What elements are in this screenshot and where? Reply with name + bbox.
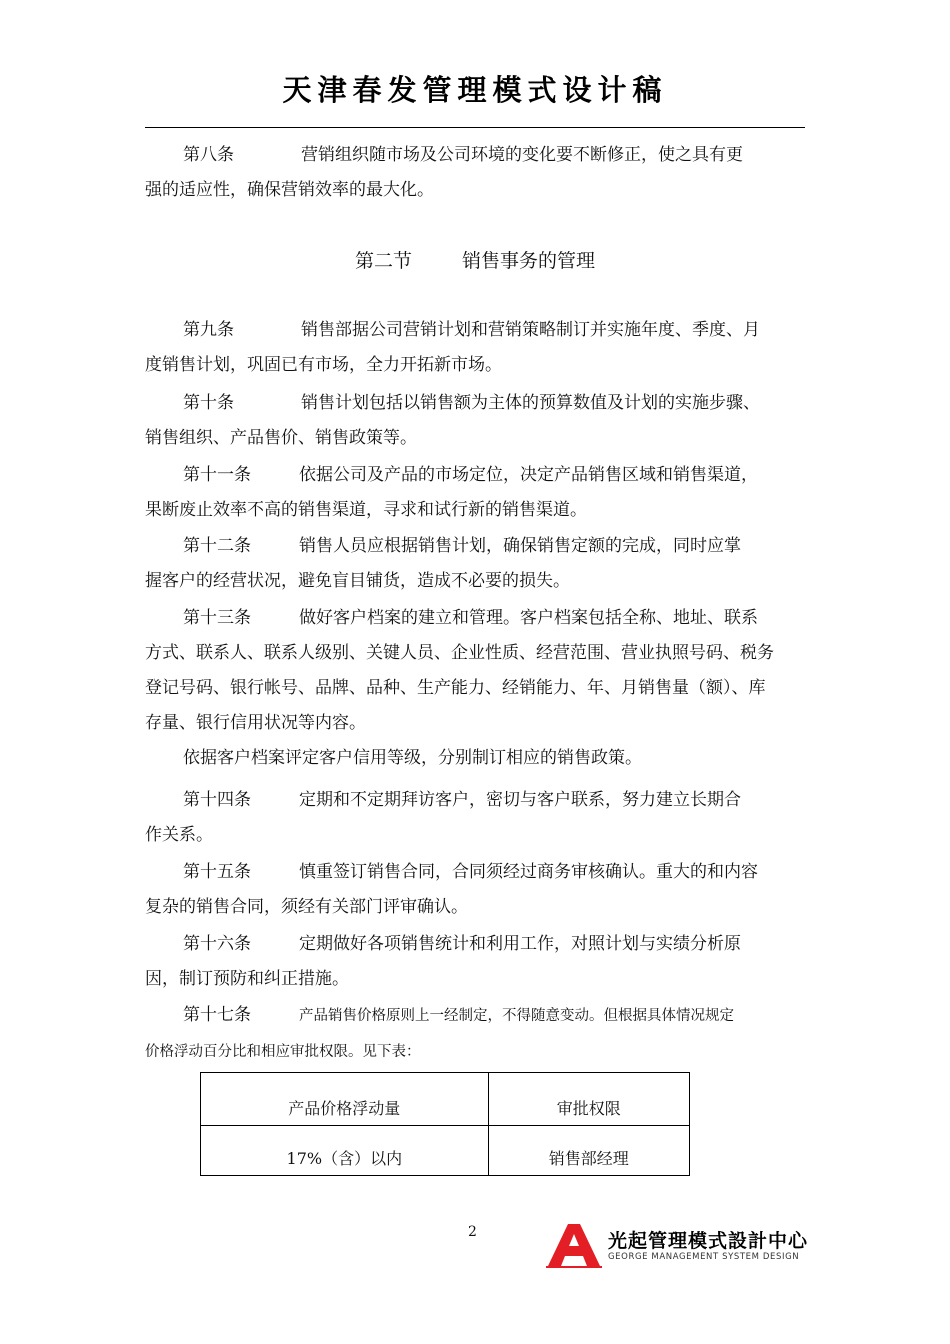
article-text: 握客户的经营状况，避免盲目铺货，造成不必要的损失。	[145, 571, 570, 591]
article-10	[145, 386, 807, 456]
article-text: 存量、银行信用状况等内容。	[145, 713, 366, 733]
article-8	[145, 138, 807, 208]
section-number: 第二节	[354, 250, 412, 272]
article-17	[145, 998, 807, 1070]
article-text: 销售计划包括以销售额为主体的预算数值及计划的实施步骤、	[301, 393, 760, 413]
article-16	[145, 927, 807, 997]
table-cell: 销售部经理	[488, 1126, 689, 1176]
section-title: 销售事务的管理	[462, 250, 596, 272]
article-11	[145, 458, 807, 528]
page-header-title: 天津春发管理模式设计稿	[282, 73, 668, 107]
table-cell: 17%（含）以内	[201, 1126, 489, 1176]
table-row	[201, 1126, 690, 1176]
article-text: 销售组织、产品售价、销售政策等。	[145, 428, 417, 448]
article-text: 强的适应性，确保营销效率的最大化。	[145, 180, 434, 200]
article-13	[145, 601, 807, 776]
article-text: 慎重签订销售合同，合同须经过商务审核确认。重大的和内容	[299, 862, 758, 882]
article-text: 依据客户档案评定客户信用等级，分别制订相应的销售政策。	[183, 748, 642, 768]
logo-a-icon	[546, 1222, 602, 1268]
article-text: 做好客户档案的建立和管理。客户档案包括全称、地址、联系	[299, 608, 758, 628]
article-text: 定期和不定期拜访客户，密切与客户联系，努力建立长期合	[299, 790, 741, 810]
article-text: 价格浮动百分比和相应审批权限。见下表：	[145, 1044, 421, 1060]
article-9	[145, 313, 807, 383]
article-15	[145, 855, 807, 925]
article-text: 销售人员应根据销售计划，确保销售定额的完成，同时应掌	[299, 536, 741, 556]
article-text: 产品销售价格原则上一经制定，不得随意变动。但根据具体情况规定	[299, 1008, 734, 1024]
article-label: 第十五条	[183, 862, 251, 882]
article-text: 作关系。	[145, 825, 213, 845]
article-label: 第十一条	[183, 465, 251, 485]
table-header-cell: 审批权限	[488, 1073, 689, 1126]
article-label: 第八条	[183, 145, 234, 165]
section-heading	[0, 246, 950, 273]
table-header-cell: 产品价格浮动量	[201, 1073, 489, 1126]
article-label: 第十三条	[183, 608, 251, 628]
article-label: 第十条	[183, 393, 234, 413]
logo-chinese-text: 光起管理模式設計中心	[608, 1230, 809, 1252]
article-label: 第十六条	[183, 934, 251, 954]
article-text: 登记号码、银行帐号、品牌、品种、生产能力、经销能力、年、月销售量（额）、库	[145, 678, 766, 698]
article-label: 第十四条	[183, 790, 251, 810]
company-logo	[546, 1222, 808, 1268]
article-label: 第十七条	[183, 1005, 251, 1025]
page-number: 2	[468, 1224, 477, 1240]
article-text: 销售部据公司营销计划和营销策略制订并实施年度、季度、月	[301, 320, 760, 340]
table-header-row	[201, 1073, 690, 1126]
article-14	[145, 783, 807, 853]
logo-english-text: GEORGE MANAGEMENT SYSTEM DESIGN	[608, 1252, 800, 1262]
article-text: 定期做好各项销售统计和利用工作，对照计划与实绩分析原	[299, 934, 741, 954]
article-label: 第十二条	[183, 536, 251, 556]
article-label: 第九条	[183, 320, 234, 340]
article-12	[145, 529, 807, 599]
approval-table	[200, 1072, 690, 1176]
article-text: 复杂的销售合同，须经有关部门评审确认。	[145, 897, 468, 917]
header-divider	[145, 127, 805, 128]
article-text: 果断废止效率不高的销售渠道，寻求和试行新的销售渠道。	[145, 500, 587, 520]
article-text: 依据公司及产品的市场定位，决定产品销售区域和销售渠道，	[299, 465, 758, 485]
article-text: 因，制订预防和纠正措施。	[145, 969, 349, 989]
article-text: 方式、联系人、联系人级别、关键人员、企业性质、经营范围、营业执照号码、税务	[145, 643, 774, 663]
article-text: 度销售计划，巩固已有市场，全力开拓新市场。	[145, 355, 502, 375]
article-text: 营销组织随市场及公司环境的变化要不断修正，使之具有更	[301, 145, 743, 165]
